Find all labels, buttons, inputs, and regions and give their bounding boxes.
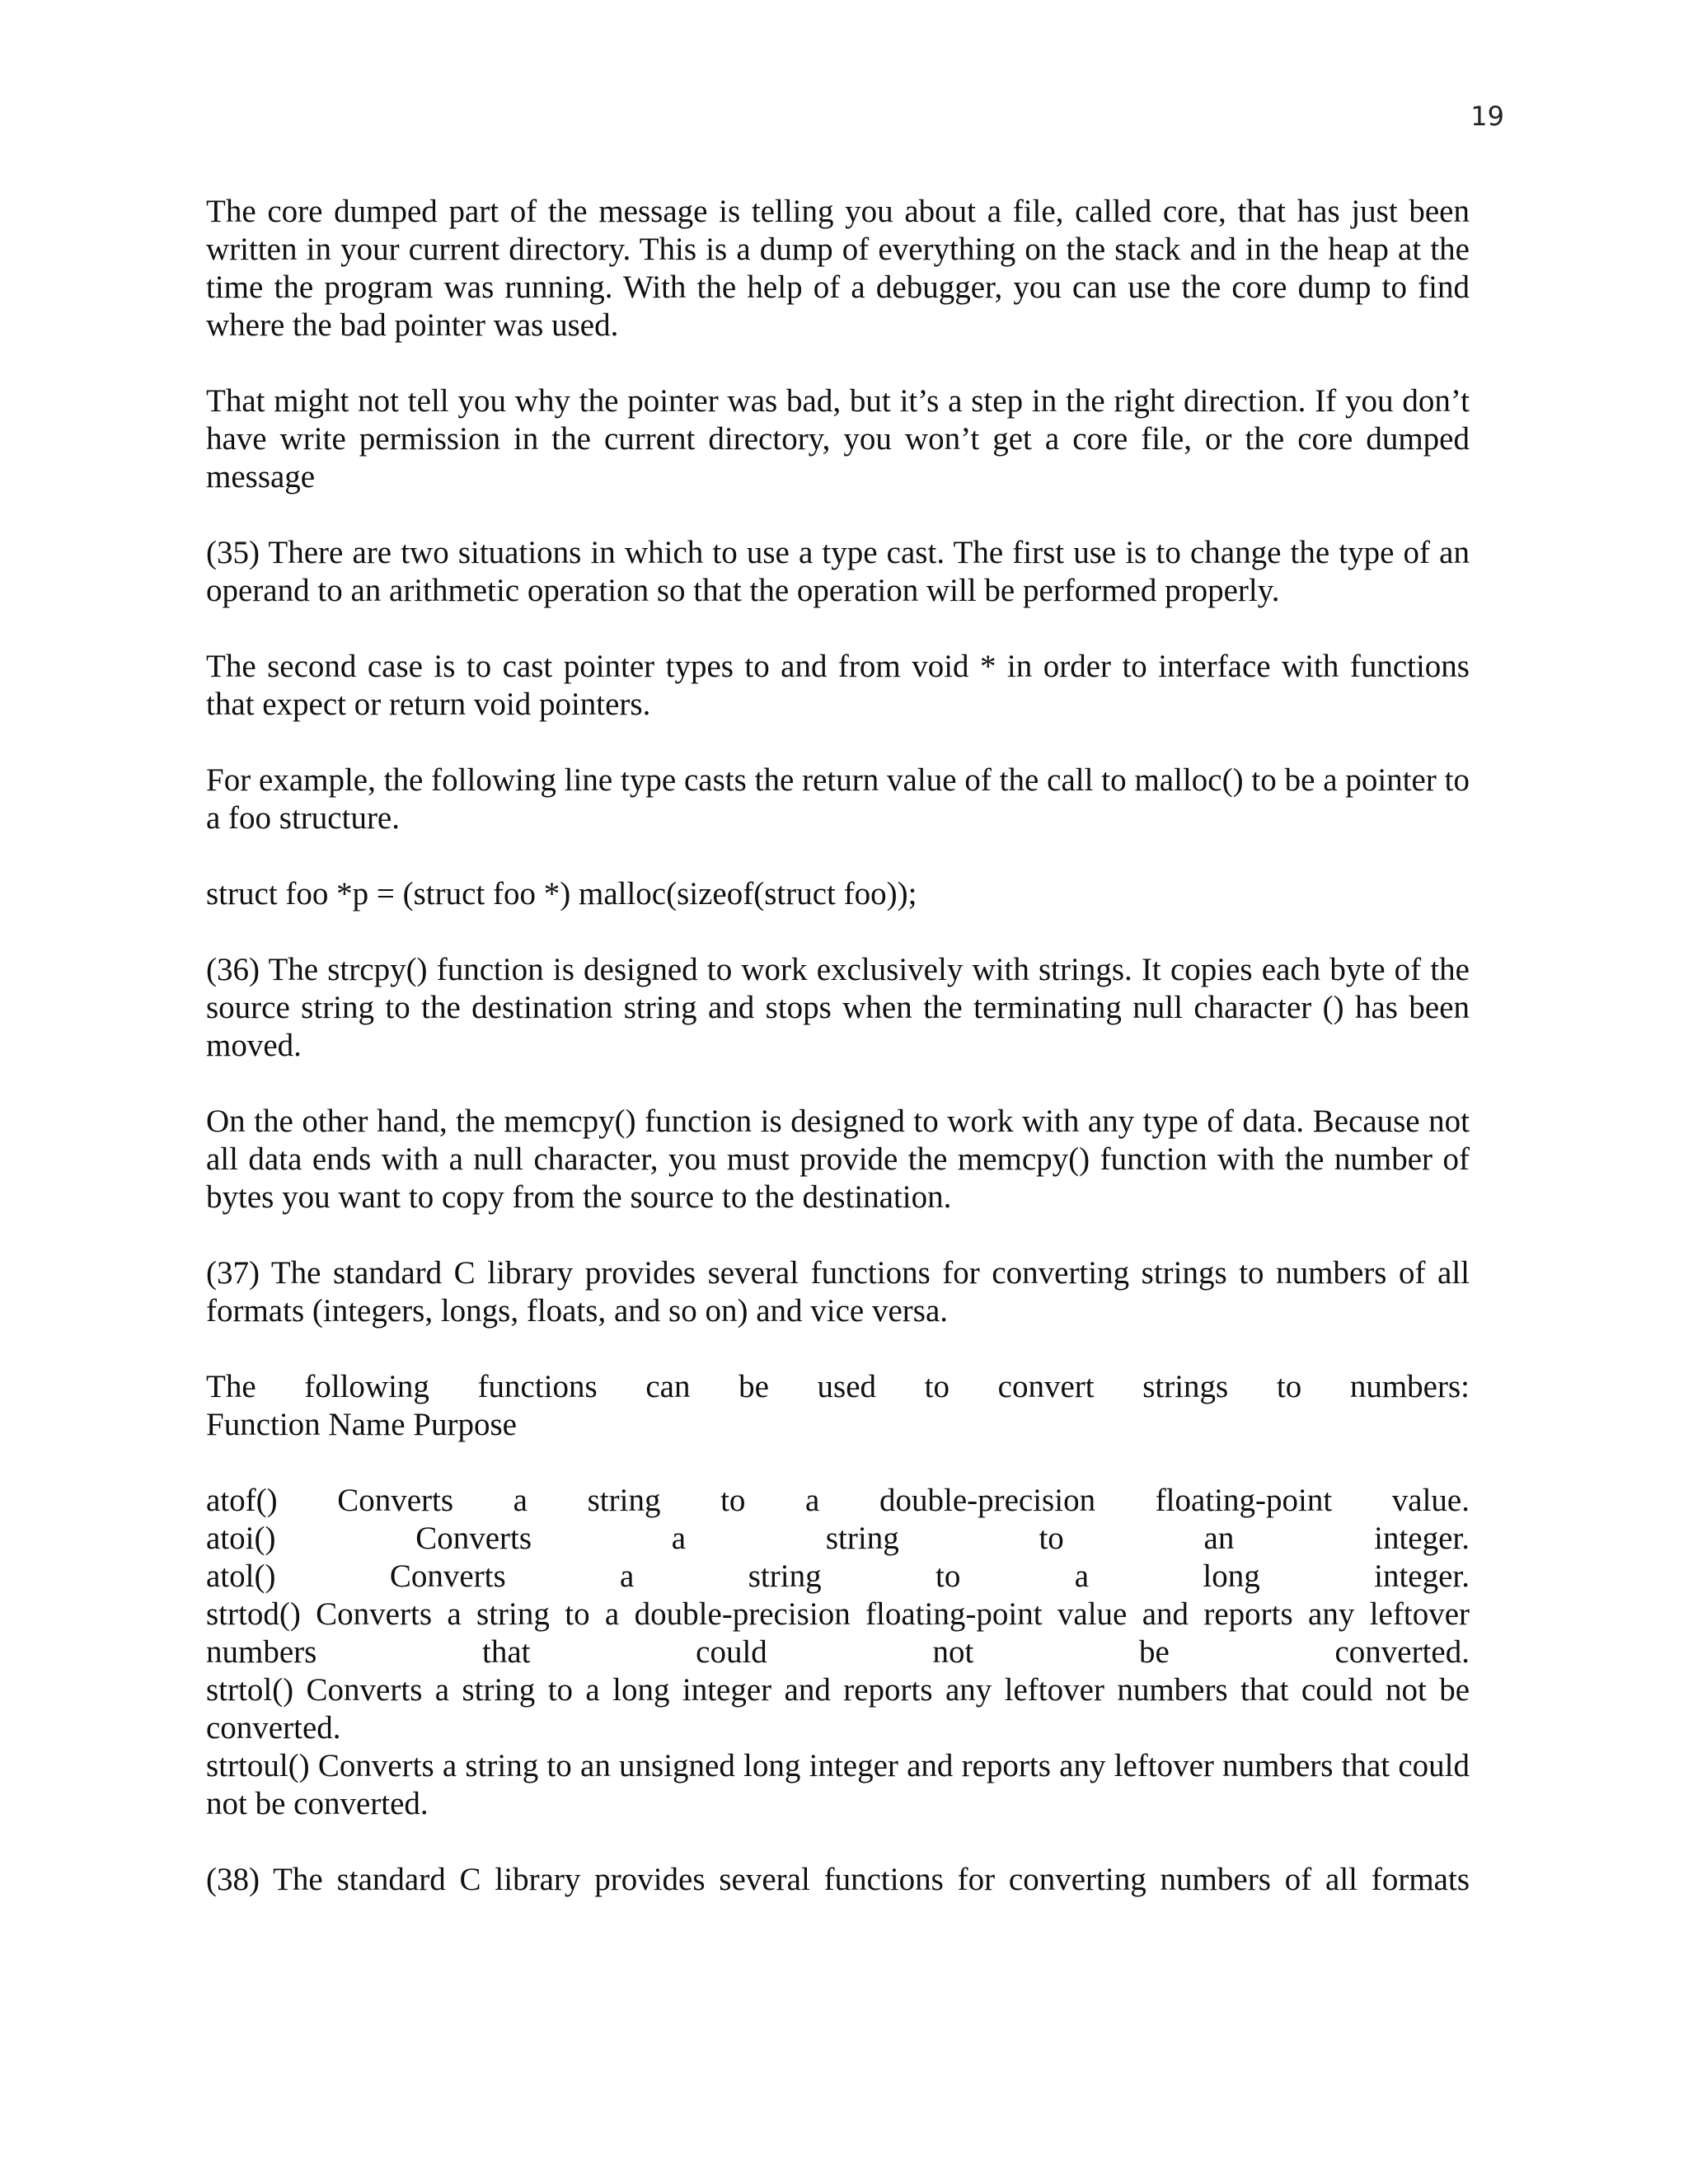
code-line-malloc: struct foo *p = (struct foo *) malloc(sizeof(struct foo)); xyxy=(206,876,917,912)
paragraph-type-cast-intro: (35) There are two situations in which to use a type cast. The first use is to change the type of an operand to an arithmetic operation so that the operation will be performed properly. xyxy=(206,535,1470,608)
paragraph-type-cast-void: The second case is to cast pointer types to and from void * in order to interface with functions that expect or return void pointers. xyxy=(206,649,1470,722)
function-strtoul: strtoul() Converts a string to an unsigned long integer and reports any leftover numbers that could not be converted. xyxy=(206,1748,1470,1821)
function-table-header: Function Name Purpose xyxy=(206,1407,517,1442)
paragraph-core-dump-permission: That might not tell you why the pointer was bad, but it’s a step in the right direction. If you don’t have write permission in the current directory, you won’t get a core file, or the core dumped message xyxy=(206,383,1470,494)
paragraph-conversion-functions-heading xyxy=(206,1368,1470,1444)
function-list xyxy=(206,1482,1470,1823)
paragraph-memcpy: On the other hand, the memcpy() function is designed to work with any type of data. Because not all data ends with a null character, you must provide the memcpy() function with the number of bytes you want to copy from the source to the destination. xyxy=(206,1104,1470,1215)
paragraph-number-conversion xyxy=(206,1861,1470,1899)
function-atof: atof() Converts a string to a double-precision floating-point value. xyxy=(206,1483,1470,1518)
body-text xyxy=(206,193,1470,1899)
function-strtod: strtod() Converts a string to a double-precision floating-point value and reports any leftover xyxy=(206,1596,1470,1632)
page-number: 19 xyxy=(1470,101,1504,132)
paragraph-strcpy: (36) The strcpy() function is designed to work exclusively with strings. It copies each byte of the source string to the destination string and stops when the terminating null character () has been moved. xyxy=(206,952,1470,1063)
conversion-functions-intro: The following functions can be used to convert strings to numbers: xyxy=(206,1369,1470,1404)
function-atoi: atoi() Converts a string to an integer. xyxy=(206,1521,1470,1556)
function-atol: atol() Converts a string to a long integer. xyxy=(206,1558,1470,1594)
function-strtod-continued: numbers that could not be converted. xyxy=(206,1634,1470,1670)
paragraph-string-conversion: (37) The standard C library provides several functions for converting strings to numbers of all formats (integers, longs, floats, and so on) and vice versa. xyxy=(206,1255,1470,1329)
paragraph-core-dump-file: The core dumped part of the message is telling you about a file, called core, that has just been written in your current directory. This is a dump of everything on the stack and in the heap at the time the program was running. With the help of a debugger, you can use the core dump to find where the bad pointer was used. xyxy=(206,194,1470,343)
paragraph-type-cast-example: For example, the following line type casts the return value of the call to malloc() to be a pointer to a foo structure. xyxy=(206,762,1470,836)
function-strtol: strtol() Converts a string to a long integer and reports any leftover numbers that could not be converted. xyxy=(206,1672,1470,1746)
paragraph-number-conversion-line: (38) The standard C library provides several functions for converting numbers of all formats xyxy=(206,1862,1470,1897)
